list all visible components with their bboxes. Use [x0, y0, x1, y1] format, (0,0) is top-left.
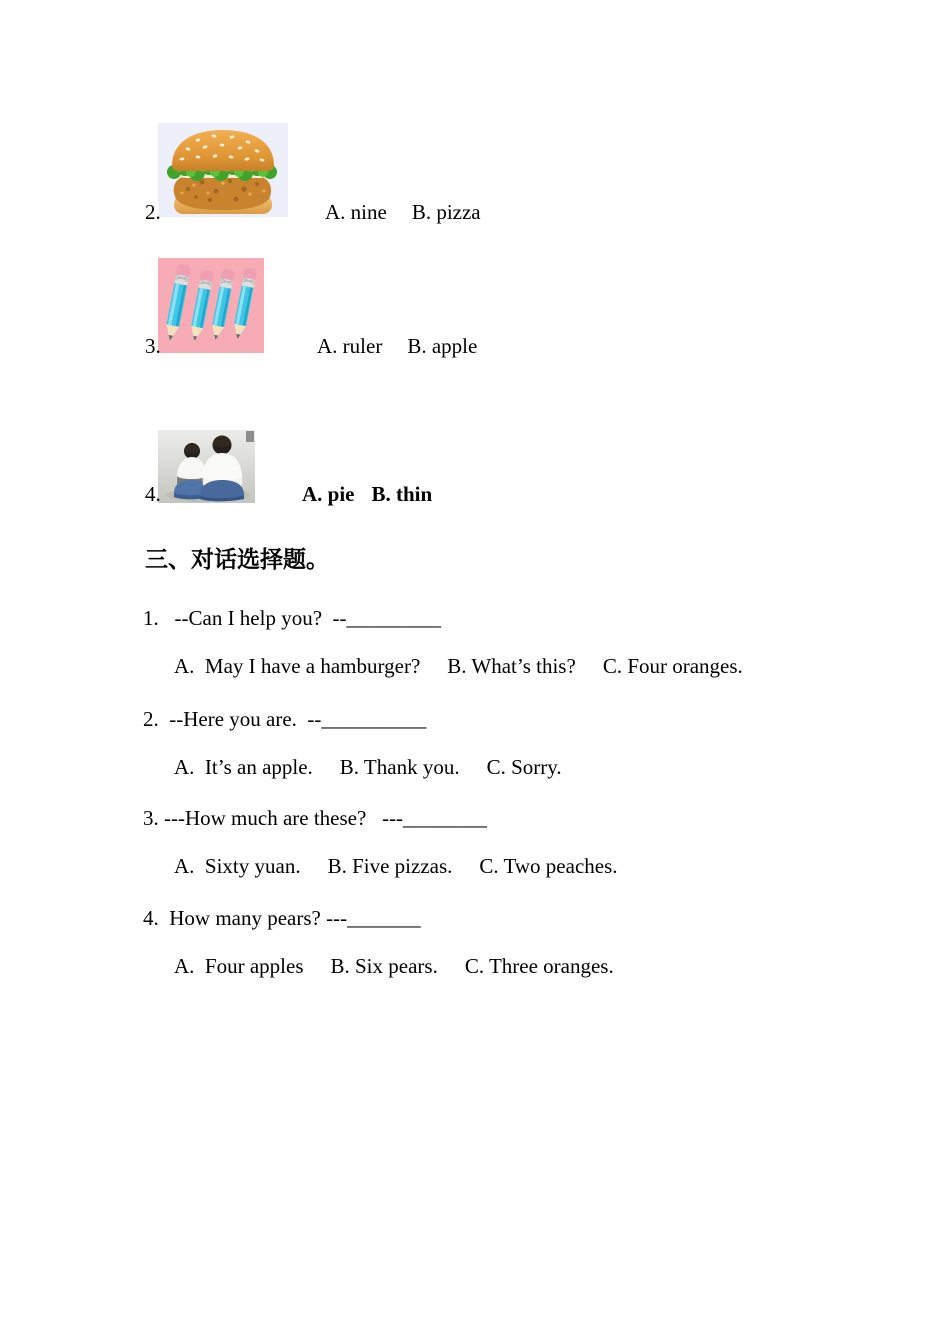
dialogue-question-2-choice-b: B. Thank you.: [339, 755, 460, 779]
dialogue-question-4-choice-b: B. Six pears.: [330, 954, 438, 978]
picture-question-4-options: [302, 481, 432, 507]
dialogue-question-2-choices: [174, 754, 562, 780]
pencils-illustration: [158, 258, 264, 353]
dialogue-question-1-prompt: 1. --Can I help you? --_________: [143, 606, 442, 630]
pencils-image: [158, 258, 264, 353]
picture-question-2-options: [325, 199, 481, 225]
picture-question-2-option-a: A. nine: [325, 200, 387, 224]
picture-question-3-option-b: B. apple: [407, 334, 478, 358]
picture-question-4-number: 4.: [145, 482, 161, 506]
dialogue-question-3-choices: [174, 853, 618, 879]
dialogue-question-1-choice-c: C. Four oranges.: [602, 654, 743, 678]
picture-question-2-number: 2.: [145, 200, 161, 224]
dialogue-question-3-choice-c: C. Two peaches.: [479, 854, 618, 878]
dialogue-question-4-prompt: 4. How many pears? ---_______: [143, 906, 421, 930]
picture-question-3-options: [317, 333, 477, 359]
people-illustration: [158, 430, 255, 503]
dialogue-question-4-choice-a: A. Four apples: [174, 954, 304, 978]
picture-question-3-option-a: A. ruler: [317, 334, 383, 358]
hamburger-image: [158, 123, 288, 217]
dialogue-question-3-choice-b: B. Five pizzas.: [327, 854, 453, 878]
dialogue-question-2-choice-c: C. Sorry.: [486, 755, 562, 779]
picture-question-4-option-b: B. thin: [371, 482, 433, 506]
dialogue-question-4-choices: [174, 953, 614, 979]
people-image: [158, 430, 255, 503]
dialogue-question-1-choices: [174, 653, 743, 679]
dialogue-question-2-choice-a: A. It’s an apple.: [174, 755, 313, 779]
dialogue-question-3-prompt: 3. ---How much are these? ---________: [143, 806, 488, 830]
dialogue-question-2-prompt: 2. --Here you are. --__________: [143, 707, 427, 731]
dialogue-question-4-choice-c: C. Three oranges.: [464, 954, 614, 978]
picture-question-2-option-b: B. pizza: [411, 200, 481, 224]
picture-question-3-number: 3.: [145, 334, 161, 358]
hamburger-illustration: [158, 123, 288, 217]
picture-question-4-option-a: A. pie: [302, 482, 355, 506]
dialogue-question-1-choice-b: B. What’s this?: [447, 654, 576, 678]
dialogue-question-1-choice-a: A. May I have a hamburger?: [174, 654, 421, 678]
dialogue-question-3-choice-a: A. Sixty yuan.: [174, 854, 301, 878]
section-heading: 三、对话选择题。: [145, 547, 329, 572]
